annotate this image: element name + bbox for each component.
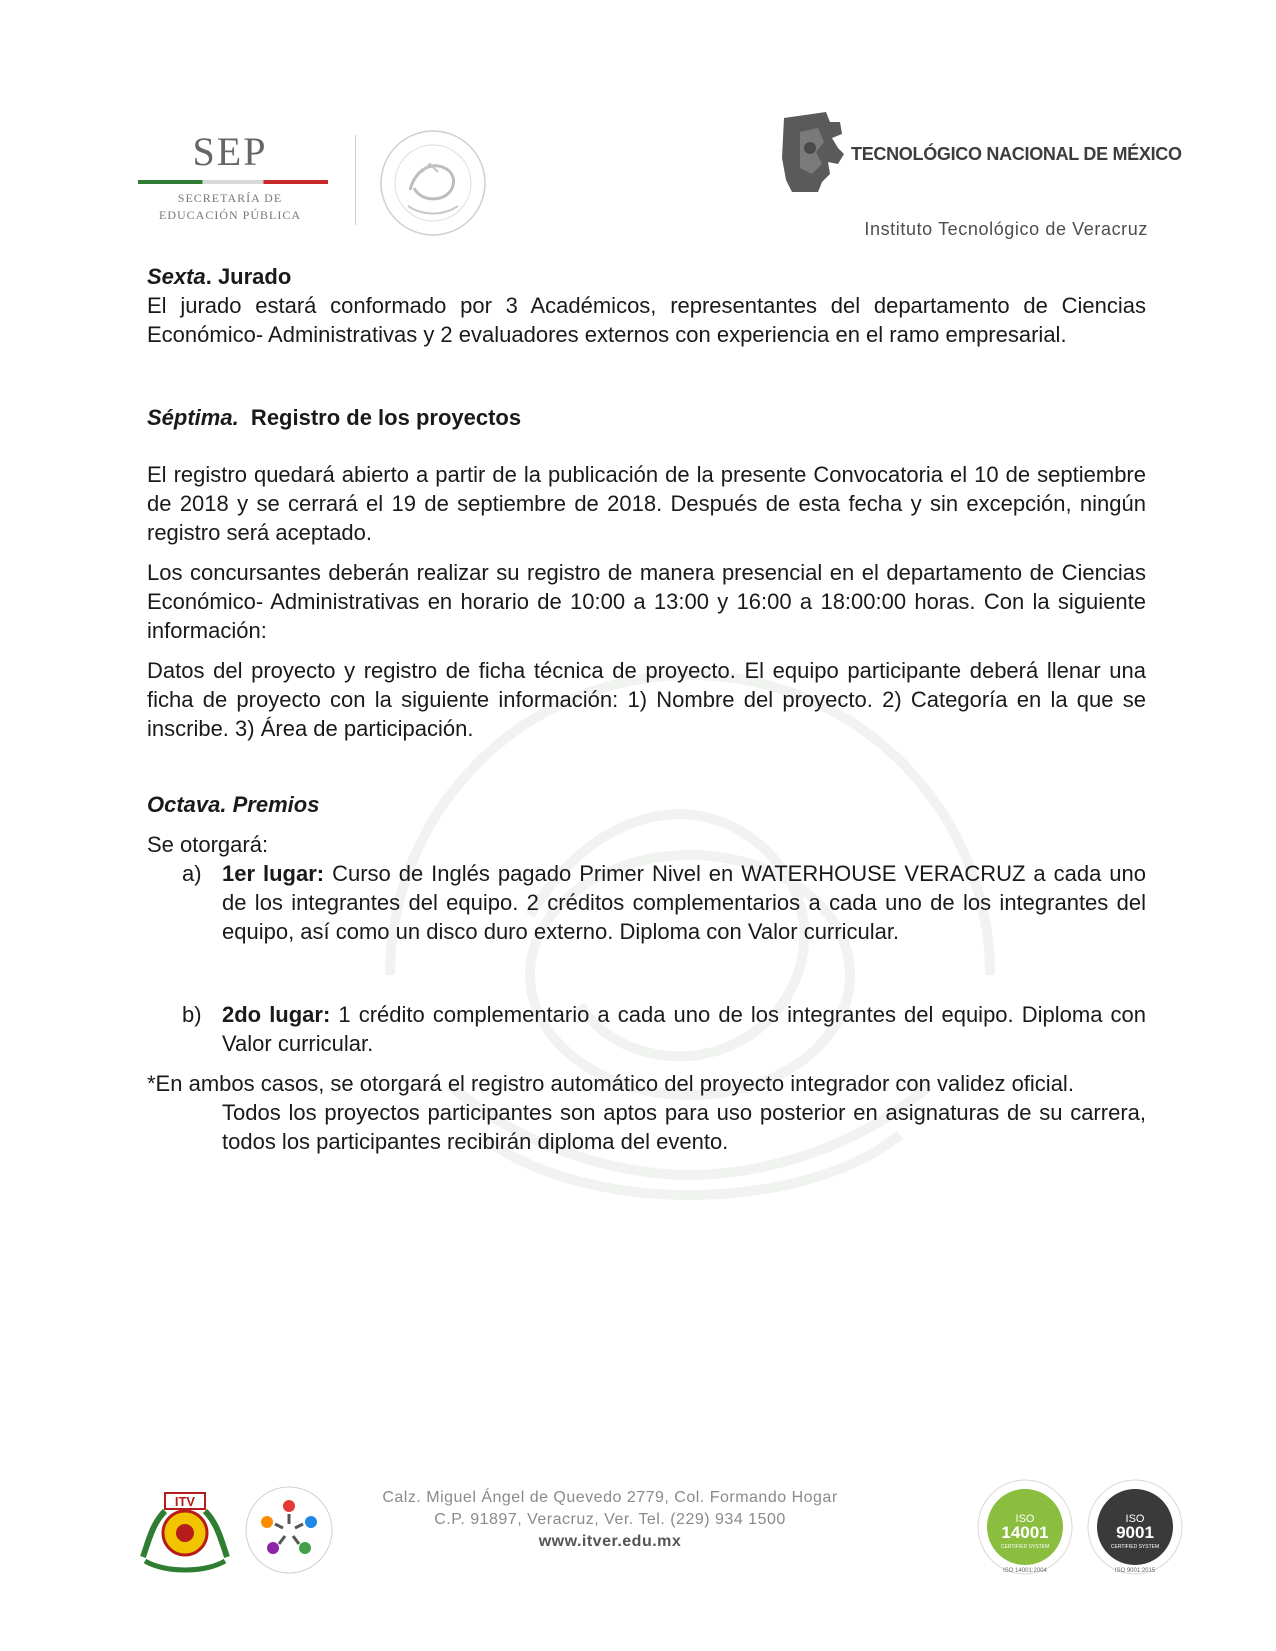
octava-closing: Todos los proyectos participantes son aptos para uso posterior en asignaturas de su carrera, todos los participantes recibirán diploma del evento. [222,1100,1146,1154]
prize-text: 1 crédito complementario a cada uno de los integrantes del equipo. Diploma con Valor curricular. [222,1002,1146,1056]
iso14001-iso: ISO [1015,1513,1035,1525]
sep-acronym: SEP [192,129,268,174]
website-link[interactable]: www.itver.edu.mx [538,1533,682,1550]
prize-marker: b) [182,1002,202,1027]
octava-title: Octava. Premios [147,792,320,817]
institute-name: Instituto Tecnológico de Veracruz [864,219,1148,239]
prize-body [222,859,1146,946]
prize-item-1 [182,859,1146,946]
iso14001-bottom: ISO 14001:2004 [1003,1568,1047,1574]
prize-marker: a) [182,861,202,886]
header-divider [355,135,356,225]
igualdad-logo-icon [243,1484,335,1576]
iso-14001-badge-icon [976,1478,1074,1576]
septima-paragraph-3: Datos del proyecto y registro de ficha técnica de proyecto. El equipo participante deberá llenar una ficha de proyecto con la siguiente información: 1) Nombre del proyecto. 2) Categoría en la que se inscribe. 3) Área de participación. [147,658,1146,741]
tecnm-logo-icon [778,108,848,194]
prize-body [222,1000,1146,1058]
sep-line1: SECRETARÍA DE [177,191,283,205]
prize-item-2 [182,1000,1146,1058]
section-sexta-heading [147,262,1146,291]
document-body [147,262,1146,1156]
section-octava-heading [147,790,1146,819]
footer-address [360,1487,860,1553]
octava-note: *En ambos casos, se otorgará el registro automático del proyecto integrador con validez oficial. [147,1071,1074,1096]
sexta-label: Sexta [147,264,206,289]
iso9001-bottom: ISO 9001:2015 [1114,1568,1156,1574]
sexta-title: . Jurado [205,264,292,289]
sexta-paragraph: El jurado estará conformado por 3 Académicos, representantes del departamento de Ciencias Económico- Administrativas y 2 evaluadores externos con experiencia en el ramo empresarial. [147,293,1146,347]
iso9001-iso: ISO [1125,1513,1145,1525]
iso14001-sub: CERTIFIED SYSTEM [1000,1544,1050,1550]
iso14001-code: 14001 [1001,1523,1049,1542]
octava-intro: Se otorgará: [147,832,269,857]
septima-title: Registro de los proyectos [238,405,522,430]
section-septima-heading [147,403,1146,432]
tecnm-name: TECNOLÓGICO NACIONAL DE MÉXICO [851,144,1182,164]
itv-logo-text: ITV [174,1494,196,1509]
septima-paragraph-1: El registro quedará abierto a partir de la publicación de la presente Convocatoria el 10 de septiembre de 2018 y se cerrará el 19 de septiembre de 2018. Después de esta fecha y sin excepción, ningún registro será aceptado. [147,462,1146,545]
sep-logo [140,129,340,225]
iso9001-sub: CERTIFIED SYSTEM [1110,1544,1160,1550]
iso-9001-badge-icon [1086,1478,1184,1576]
itv-logo-icon [135,1487,235,1577]
mexican-seal-icon [378,128,488,238]
septima-paragraph-2: Los concursantes deberán realizar su registro de manera presencial en el departamento de Ciencias Económico- Administrativas en horario de 10:00 a 13:00 y 16:00 a 18:00:00 horas. Con la siguiente información: [147,560,1146,643]
sep-line2: EDUCACIÓN PÚBLICA [158,208,301,223]
iso9001-code: 9001 [1116,1523,1154,1542]
sep-tricolor-line [138,180,328,184]
prize-label: 1er lugar: [222,861,325,886]
address-line-1: Calz. Miguel Ángel de Quevedo 2779, Col. Formando Hogar [382,1489,838,1506]
septima-label: Séptima. [147,405,239,430]
prize-text: Curso de Inglés pagado Primer Nivel en WATERHOUSE VERACRUZ a cada uno de los integrantes del equipo. 2 créditos complementarios a cada uno de los integrantes del equipo, así como un disco duro externo. Diploma con Valor curricular. [222,861,1146,944]
prize-label: 2do lugar: [222,1002,331,1027]
address-line-2: C.P. 91897, Veracruz, Ver. Tel. (229) 934 1500 [434,1511,786,1528]
